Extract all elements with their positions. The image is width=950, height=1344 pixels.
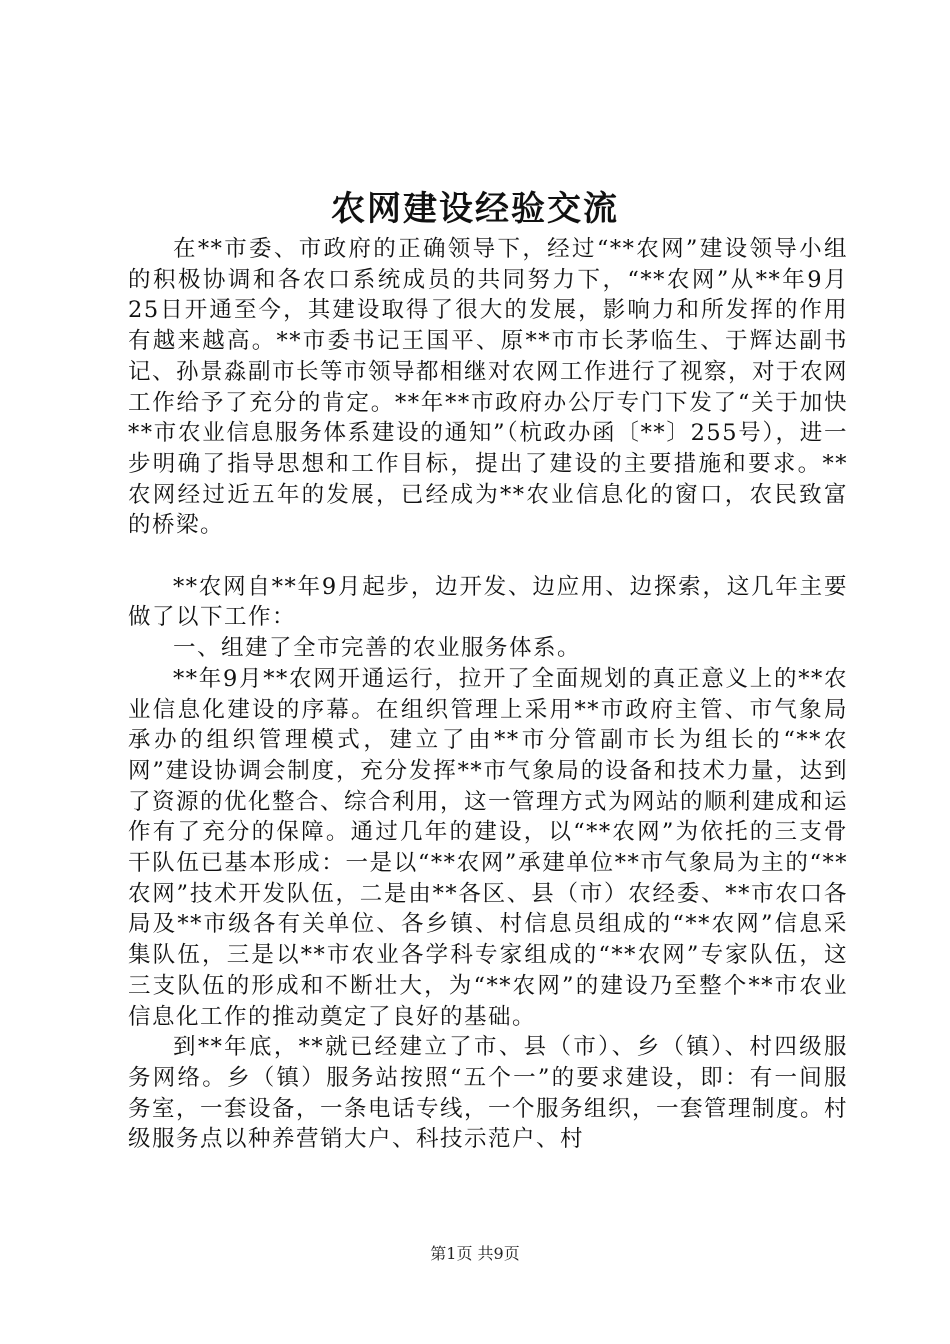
paragraph-spacer [128, 541, 848, 572]
paragraph-service-network: 到**年底，**就已经建立了市、县（市）、乡（镇）、村四级服务网络。乡（镇）服务站按照“五个一”的要求建设，即：有一间服务室，一套设备，一条电话专线，一个服务组织，一套管理制度。村级服务点以种养营销大户、科技示范户、村 [128, 1034, 849, 1153]
paragraph-intro: 在**市委、市政府的正确领导下，经过“**农网”建设领导小组的积极协调和各农口系统成员的共同努力下，“**农网”从**年9月25日开通至今，其建设取得了很大的发展，影响力和所发挥的作用有越来越高。**市委书记王国平、原**市市长茅临生、于辉达副书记、孙景淼副市长等市领导都相继对农网工作进行了视察，对于农网工作给予了充分的肯定。**年**市政府办公厅专门下发了“关于加快**市农业信息服务体系建设的通知”（杭政办函〔**〕255号），进一步明确了指导思想和工作目标，提出了建设的主要措施和要求。**农网经过近五年的发展，已经成为**农业信息化的窗口，农民致富的桥梁。 [128, 236, 849, 539]
document-title: 农网建设经验交流 [331, 189, 619, 229]
document-body [128, 234, 848, 1155]
paragraph-section-1: **年9月**农网开通运行，拉开了全面规划的真正意义上的**农业信息化建设的序幕。在组织管理上采用**市政府主管、市气象局承办的组织管理模式，建立了由**市分管副市长为组长的“**农网”建设协调会制度，充分发挥**市气象局的设备和技术力量，达到了资源的优化整合、综合利用，这一管理方式为网站的顺利建成和运作有了充分的保障。通过几年的建设，以“**农网”为依托的三支骨干队伍已基本形成：一是以“**农网”承建单位**市气象局为主的“**农网”技术开发队伍，二是由**各区、县（市）农经委、**市农口各局及**市级各有关单位、各乡镇、村信息员组成的“**农网”信息采集队伍，三是以**市农业各学科专家组成的“**农网”专家队伍，这三支队伍的形成和不断壮大，为“**农网”的建设乃至整个**市农业信息化工作的推动奠定了良好的基础。 [128, 665, 849, 1030]
section-heading-1: 一、组建了全市完善的农业服务体系。 [173, 635, 582, 662]
paragraph-overview: **农网自**年9月起步，边开发、边应用、边探索，这几年主要做了以下工作： [128, 573, 848, 631]
page-number-footer: 第1页 共9页 [430, 1244, 520, 1263]
